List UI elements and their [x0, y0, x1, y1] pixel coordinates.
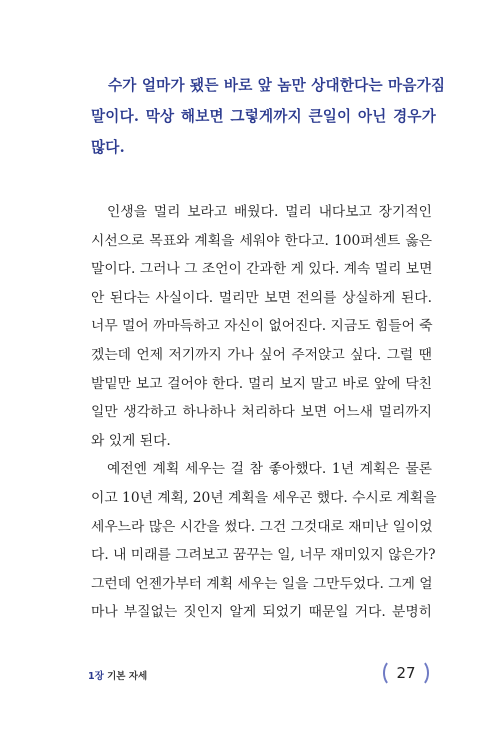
text-line: 안 된다는 사실이다. 멀리만 보면 전의를 상실하게 된다.: [91, 289, 432, 306]
text-line: 이고 10년 계획, 20년 계획을 세우곤 했다. 수시로 계획을: [91, 489, 437, 506]
highlighted-quote: [91, 70, 446, 163]
chapter-number: 1장: [88, 671, 104, 682]
paragraph: [91, 198, 432, 455]
quote-line: 수가 얼마가 됐든 바로 앞 놈만 상대한다는 마음가짐: [108, 77, 446, 94]
text-line: 인생을 멀리 보라고 배웠다. 멀리 내다보고 장기적인: [107, 204, 432, 220]
paragraph: [91, 455, 437, 627]
body-text: [91, 198, 437, 627]
text-line: 그런데 언젠가부터 계획 세우는 일을 그만두었다. 그게 얼: [91, 575, 433, 592]
text-line: 발밑만 보고 걸어야 한다. 멀리 보지 말고 바로 앞에 닥친: [91, 375, 432, 392]
quote-line: 말이다. 막상 해보면 그렇게까지 큰일이 아닌 경우가: [91, 108, 436, 125]
text-line: 일만 생각하고 하나하나 처리하다 보면 어느새 멀리까지: [91, 404, 432, 421]
text-line: 시선으로 목표와 계획을 세워야 한다고. 100퍼센트 옳은: [91, 232, 432, 249]
running-footer: [88, 668, 147, 682]
text-line: 마나 부질없는 짓인지 알게 되었기 때문일 거다. 분명히: [91, 604, 432, 621]
text-line: 너무 멀어 까마득하고 자신이 없어진다. 지금도 힘들어 죽: [91, 318, 433, 335]
page-number: 27: [396, 664, 416, 682]
text-line: 와 있게 된다.: [91, 432, 171, 449]
text-line: 다. 내 미래를 그려보고 꿈꾸는 일, 너무 재미있지 않은가?: [91, 547, 436, 564]
text-line: 세우느라 많은 시간을 썼다. 그건 그것대로 재미난 일이었: [91, 518, 433, 535]
quote-line: 많다.: [91, 139, 125, 156]
chapter-title: 기본 자세: [107, 671, 148, 682]
text-line: 말이다. 그러나 그 조언이 간과한 게 있다. 계속 멀리 보면: [91, 261, 433, 278]
text-line: 겠는데 언제 저기까지 가나 싶어 주저앉고 싶다. 그럴 땐: [91, 346, 432, 363]
text-line: 예전엔 계획 세우는 걸 참 좋아했다. 1년 계획은 물론: [107, 461, 432, 478]
page-number-box: [383, 659, 429, 687]
